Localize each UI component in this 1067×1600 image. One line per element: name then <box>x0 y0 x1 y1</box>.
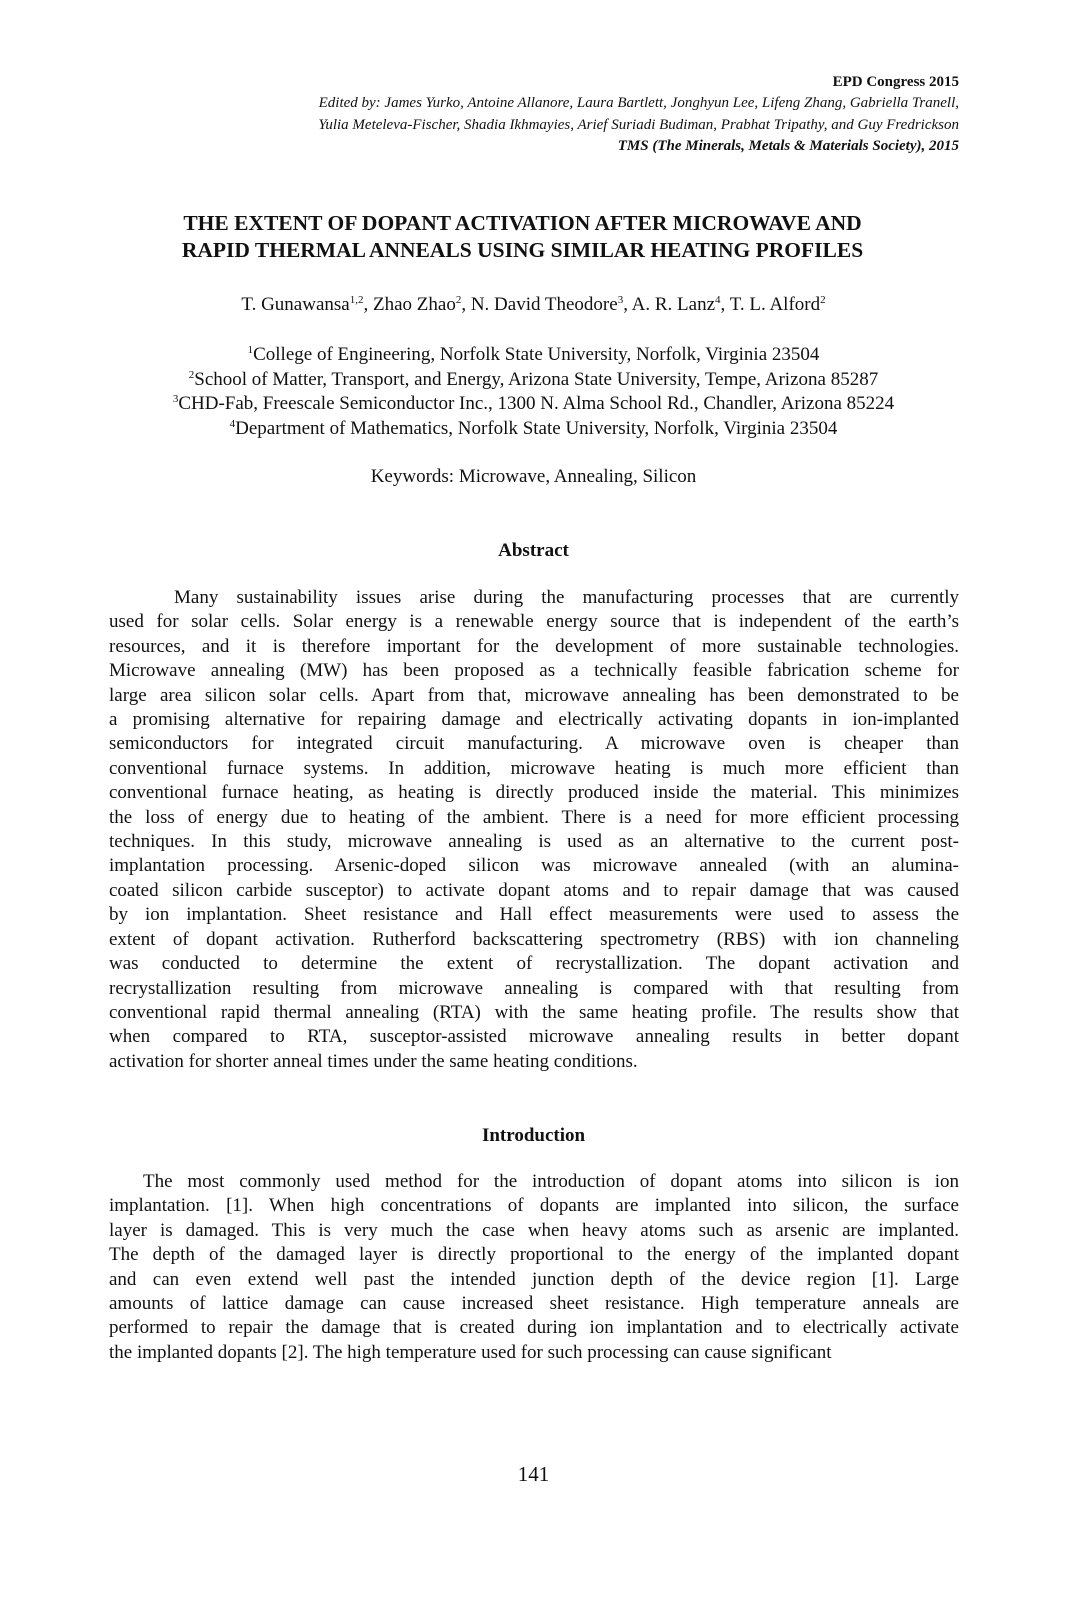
affiliation-line <box>0 368 1067 393</box>
text-line: when compared to RTA, susceptor-assisted microwave annealing results in better dopant <box>109 1026 959 1048</box>
text-line: activation for shorter anneal times under the same heating conditions. <box>109 1050 638 1072</box>
author-separator: , <box>623 294 632 315</box>
paper-title-line-1: THE EXTENT OF DOPANT ACTIVATION AFTER MICROWAVE AND <box>183 211 862 235</box>
affiliation-mark: 2 <box>188 368 195 381</box>
author-affiliation-mark: 1,2 <box>349 294 364 306</box>
text-line: a promising alternative for repairing damage and electrically activating dopants in ion-implanted <box>109 709 959 731</box>
text-line: was conducted to determine the extent of recrystallization. The dopant activation and <box>109 953 959 975</box>
author-affiliation-mark: 3 <box>617 294 624 306</box>
author-affiliation-mark: 2 <box>455 294 462 306</box>
author-affiliation-mark: 2 <box>820 294 826 306</box>
introduction-body <box>109 1170 959 1365</box>
keywords: Keywords: Microwave, Annealing, Silicon <box>370 466 697 487</box>
abstract-heading: Abstract <box>498 540 569 561</box>
text-line: conventional furnace heating, as heating is directly produced inside the material. This minimizes <box>109 782 959 804</box>
text-line: techniques. In this study, microwave annealing is used as an alternative to the current post- <box>109 831 959 853</box>
affiliation-list <box>0 343 1067 441</box>
affiliation-mark: 3 <box>172 393 179 405</box>
text-line: conventional rapid thermal annealing (RTA) with the same heating profile. The results show that <box>109 1001 959 1023</box>
text-line: The most commonly used method for the introduction of dopant atoms into silicon is ion <box>143 1171 959 1192</box>
conference-name: EPD Congress 2015 <box>832 74 959 90</box>
introduction-heading: Introduction <box>481 1125 586 1146</box>
text-line: Many sustainability issues arise during the manufacturing processes that are currently <box>174 587 959 608</box>
author-name: T. L. Alford <box>729 294 821 315</box>
abstract-body <box>109 586 959 1074</box>
affiliation-mark: 4 <box>229 417 236 430</box>
page-number: 141 <box>517 1462 550 1486</box>
text-line: implantation processing. Arsenic-doped silicon was microwave annealed (with an alumina- <box>109 855 959 877</box>
affiliation-text: School of Matter, Transport, and Energy, Arizona State University, Tempe, Arizona 85287 <box>194 368 879 390</box>
text-line: by ion implantation. Sheet resistance and Hall effect measurements were used to assess the <box>109 904 959 926</box>
affiliation-text: College of Engineering, Norfolk State University, Norfolk, Virginia 23504 <box>253 344 820 365</box>
affiliation-mark: 1 <box>247 344 254 356</box>
text-line: The depth of the damaged layer is directly proportional to the energy of the implanted dopant <box>109 1244 959 1266</box>
text-line: large area silicon solar cells. Apart from that, microwave annealing has been demonstrated to be <box>109 684 959 706</box>
affiliation-line <box>0 417 1067 442</box>
text-line: the loss of energy due to heating of the ambient. There is a need for more efficient processing <box>109 806 959 828</box>
editors-line-2: Yulia Meteleva-Fischer, Shadia Ikhmayies, Arief Suriadi Budiman, Prabhat Tripathy, and Guy Fredrickson <box>318 117 959 133</box>
text-line: Microwave annealing (MW) has been proposed as a technically feasible fabrication scheme for <box>109 660 959 682</box>
author-name: N. David Theodore <box>470 294 618 315</box>
editors-line-1: Edited by: James Yurko, Antoine Allanore, Laura Bartlett, Jonghyun Lee, Lifeng Zhang, Gabriella Tranell, <box>318 95 959 111</box>
text-line: semiconductors for integrated circuit manufacturing. A microwave oven is cheaper than <box>109 733 959 755</box>
text-line: implantation. [1]. When high concentrations of dopants are implanted into silicon, the surface <box>109 1195 959 1217</box>
affiliation-text: CHD-Fab, Freescale Semiconductor Inc., 1300 N. Alma School Rd., Chandler, Arizona 85224 <box>178 393 895 414</box>
text-line: coated silicon carbide susceptor) to activate dopant atoms and to repair damage that was caused <box>109 879 959 901</box>
publisher-line: TMS (The Minerals, Metals & Materials Society), 2015 <box>617 138 959 154</box>
affiliation-line <box>0 392 1067 417</box>
text-line: the implanted dopants [2]. The high temperature used for such processing can cause significant <box>109 1341 832 1363</box>
affiliation-text: Department of Mathematics, Norfolk State University, Norfolk, Virginia 23504 <box>235 417 838 439</box>
text-line: layer is damaged. This is very much the case when heavy atoms such as arsenic are implanted. <box>109 1219 959 1241</box>
paper-title <box>100 210 945 264</box>
author-separator: , <box>363 294 373 315</box>
author-separator: , <box>461 294 471 315</box>
text-line: amounts of lattice damage can cause increased sheet resistance. High temperature anneals are <box>109 1293 959 1315</box>
text-line: recrystallization resulting from microwave annealing is compared with that resulting from <box>109 977 959 999</box>
author-name: Zhao Zhao <box>372 294 456 315</box>
author-separator: , <box>720 294 730 315</box>
text-line: and can even extend well past the intended junction depth of the device region [1]. Large <box>109 1268 959 1290</box>
affiliation-line <box>0 343 1067 368</box>
text-line: performed to repair the damage that is created during ion implantation and to electrically activate <box>109 1317 959 1339</box>
text-line: resources, and it is therefore important for the development of more sustainable technologies. <box>109 635 959 657</box>
text-line: used for solar cells. Solar energy is a renewable energy source that is independent of the earth’s <box>109 611 959 633</box>
author-list <box>0 293 1067 317</box>
author-name: T. Gunawansa <box>241 294 350 315</box>
text-line: conventional furnace systems. In addition, microwave heating is much more efficient than <box>109 757 959 779</box>
author-affiliation-mark: 4 <box>715 294 721 306</box>
paper-title-line-2: RAPID THERMAL ANNEALS USING SIMILAR HEATING PROFILES <box>181 238 864 262</box>
text-line: extent of dopant activation. Rutherford backscattering spectrometry (RBS) with ion channeling <box>109 928 959 950</box>
author-name: A. R. Lanz <box>631 294 716 315</box>
